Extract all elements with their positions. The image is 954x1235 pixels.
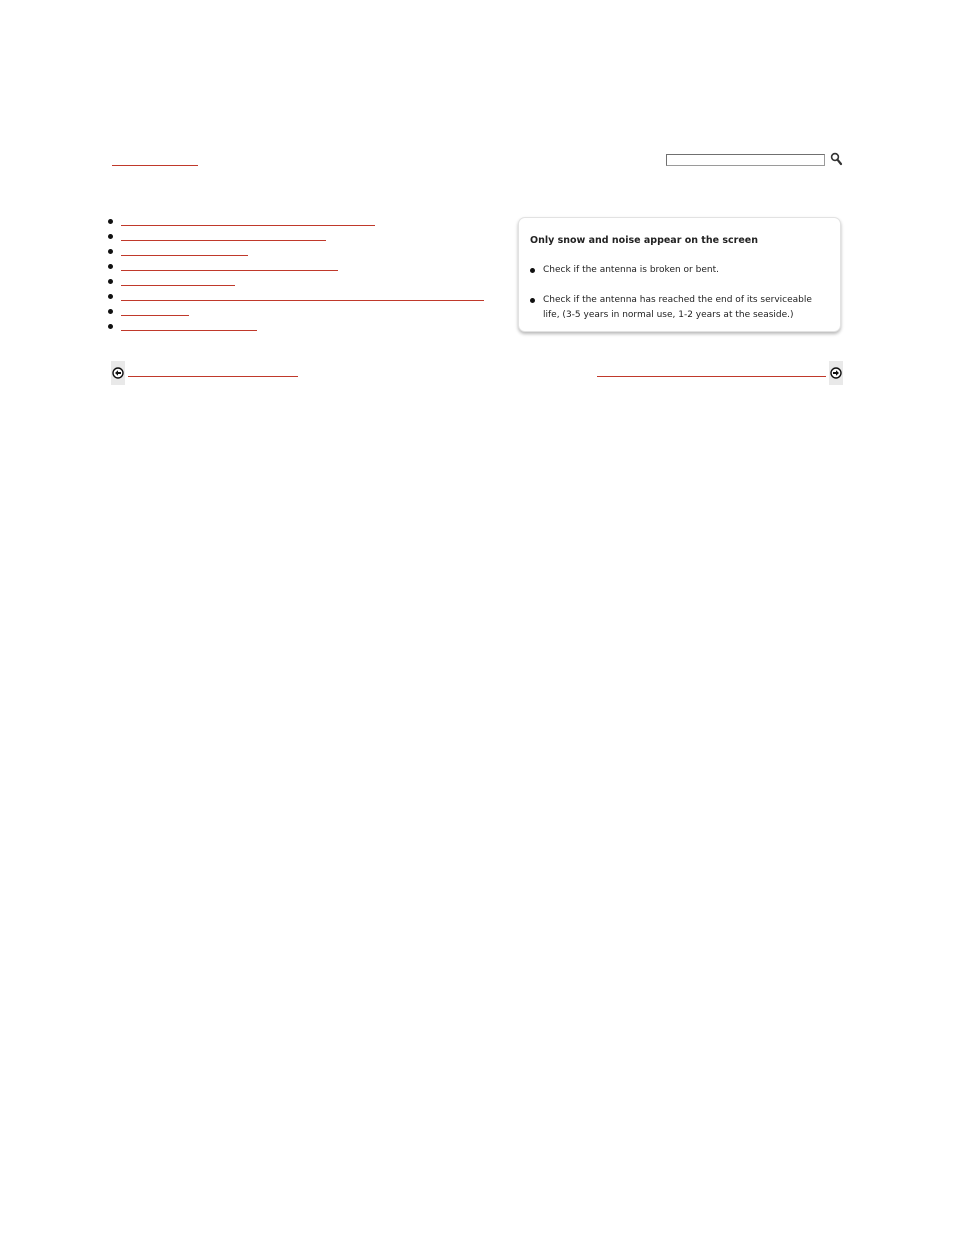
bullet-icon [108, 309, 113, 314]
next-page-button[interactable] [829, 361, 843, 385]
tip-item [530, 293, 820, 323]
bullet-icon [108, 219, 113, 224]
nav-link[interactable] [121, 330, 257, 331]
nav-link[interactable] [121, 255, 248, 256]
bullet-icon [108, 264, 113, 269]
next-page-link[interactable] [597, 376, 826, 377]
tip-item [530, 263, 820, 278]
search-input[interactable] [666, 154, 825, 166]
nav-link[interactable] [121, 300, 484, 301]
nav-link[interactable] [121, 270, 338, 271]
nav-link[interactable] [121, 240, 326, 241]
bullet-icon [530, 298, 535, 303]
nav-link[interactable] [121, 315, 189, 316]
arrow-left-circle-icon [112, 367, 124, 379]
search-button[interactable] [830, 152, 843, 166]
nav-link[interactable] [121, 225, 375, 226]
nav-link[interactable] [121, 285, 235, 286]
troubleshooting-panel [518, 217, 841, 332]
previous-page-button[interactable] [111, 361, 125, 385]
tip-text: Check if the antenna has reached the end of its serviceable life, (3-5 years in normal use, 1-2 years at the seaside.) [543, 295, 812, 320]
bullet-icon [108, 279, 113, 284]
bullet-icon [108, 234, 113, 239]
panel-title: Only snow and noise appear on the screen [530, 235, 758, 246]
bullet-icon [108, 249, 113, 254]
magnifier-icon [830, 152, 843, 166]
bullet-icon [530, 268, 535, 273]
bullet-icon [108, 324, 113, 329]
top-link[interactable] [112, 165, 198, 166]
previous-page-link[interactable] [128, 376, 298, 377]
arrow-right-circle-icon [830, 367, 842, 379]
bullet-icon [108, 294, 113, 299]
tip-text: Check if the antenna is broken or bent. [543, 265, 719, 275]
